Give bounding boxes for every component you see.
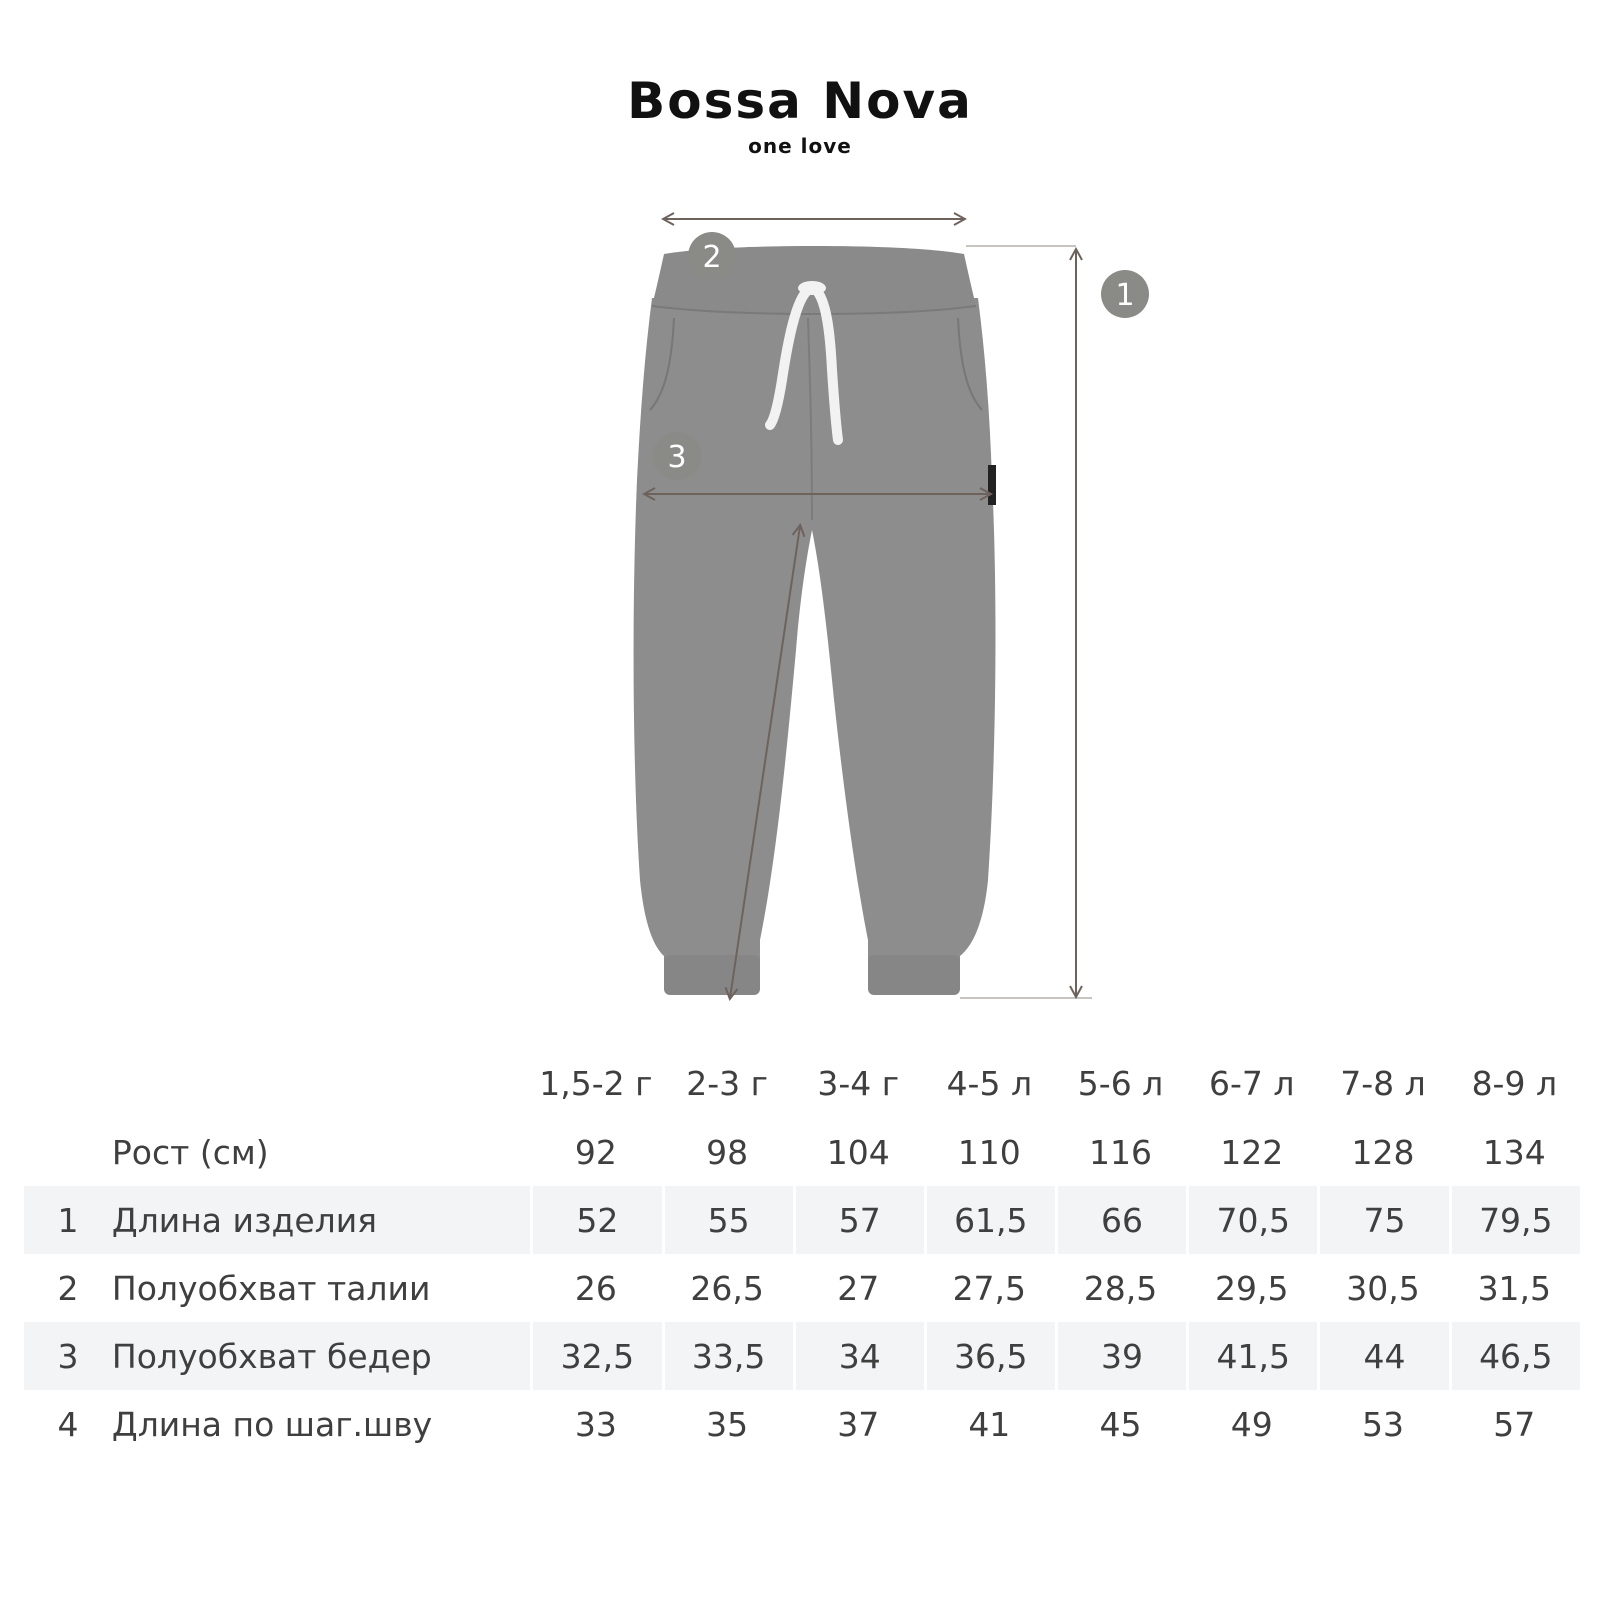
table-cell: 33,5 [662,1322,793,1390]
table-cell: 45 [1099,1404,1142,1444]
table-cell: 52 [530,1186,661,1254]
size-header-row [24,1048,1580,1118]
table-cell: 128 [1351,1132,1415,1172]
brand-tagline: one love [748,134,852,158]
height-row [24,1118,1580,1186]
badge-2 [688,232,736,280]
table-cell: 28,5 [1083,1268,1158,1308]
size-header: 4-5 л [946,1063,1033,1103]
table-cell: 92 [574,1132,617,1172]
table-cell: 61,5 [924,1186,1055,1254]
table-cell: 33 [574,1404,617,1444]
table-cell: 36,5 [924,1322,1055,1390]
table-cell: 104 [826,1132,890,1172]
table-cell: 75 [1317,1186,1448,1254]
table-cell: 26 [574,1268,617,1308]
badge-3-text: 3 [667,440,687,475]
table-cell: 26,5 [690,1268,764,1308]
row-label: Полуобхват бедер [112,1322,530,1390]
table-cell: 79,5 [1449,1186,1580,1254]
table-cell: 110 [957,1132,1021,1172]
table-cell: 29,5 [1215,1268,1289,1308]
table-cell: 57 [793,1186,924,1254]
badge-1-text: 1 [1115,278,1135,313]
table-row [24,1322,1580,1390]
table-cell: 122 [1220,1132,1284,1172]
table-cell: 49 [1230,1404,1273,1444]
table-cell: 55 [662,1186,793,1254]
size-header: 5-6 л [1077,1063,1164,1103]
table-cell: 27,5 [952,1268,1027,1308]
row-label: Длина по шаг.шву [111,1404,433,1444]
badge-1 [1101,270,1149,318]
table-cell: 134 [1482,1132,1546,1172]
size-header: 6-7 л [1209,1063,1295,1103]
row-number: 2 [57,1268,79,1308]
table-cell: 37 [837,1404,880,1444]
size-table [24,1048,1580,1458]
label-tag [988,465,996,505]
size-header: 1,5-2 г [539,1063,653,1103]
table-cell: 39 [1055,1322,1186,1390]
right-cuff [868,955,960,995]
table-cell: 98 [706,1132,749,1172]
brand-name: Bossa Nova [627,72,973,130]
table-cell: 31,5 [1477,1268,1552,1308]
table-cell: 34 [793,1322,924,1390]
table-cell: 27 [837,1268,880,1308]
row-label: Полуобхват талии [111,1268,431,1308]
table-cell: 41,5 [1186,1322,1317,1390]
table-cell: 53 [1362,1404,1405,1444]
badge-3 [653,432,701,480]
table-cell: 35 [706,1404,749,1444]
table-row [24,1254,1580,1322]
table-cell: 116 [1089,1132,1153,1172]
row-number: 4 [57,1404,79,1444]
table-cell: 70,5 [1186,1186,1317,1254]
size-header: 7-8 л [1340,1063,1426,1103]
row-label: Длина изделия [112,1186,530,1254]
row-number: 1 [24,1186,112,1254]
size-header: 3-4 г [817,1063,900,1103]
pants-body [634,298,996,995]
size-header: 8-9 л [1471,1063,1558,1103]
table-cell: 30,5 [1346,1268,1420,1308]
row-number: 3 [24,1322,112,1390]
badge-2-text: 2 [702,240,722,275]
pants-illustration [634,246,996,995]
table-cell: 32,5 [530,1322,661,1390]
table-cell: 44 [1317,1322,1448,1390]
row-label: Рост (см) [111,1132,269,1172]
table-row [24,1186,1580,1254]
table-row [24,1390,1580,1458]
table-cell: 41 [968,1404,1011,1444]
size-header: 2-3 г [686,1063,769,1103]
left-cuff [664,955,760,995]
table-cell: 66 [1055,1186,1186,1254]
table-cell: 46,5 [1449,1322,1580,1390]
table-cell: 57 [1493,1404,1536,1444]
